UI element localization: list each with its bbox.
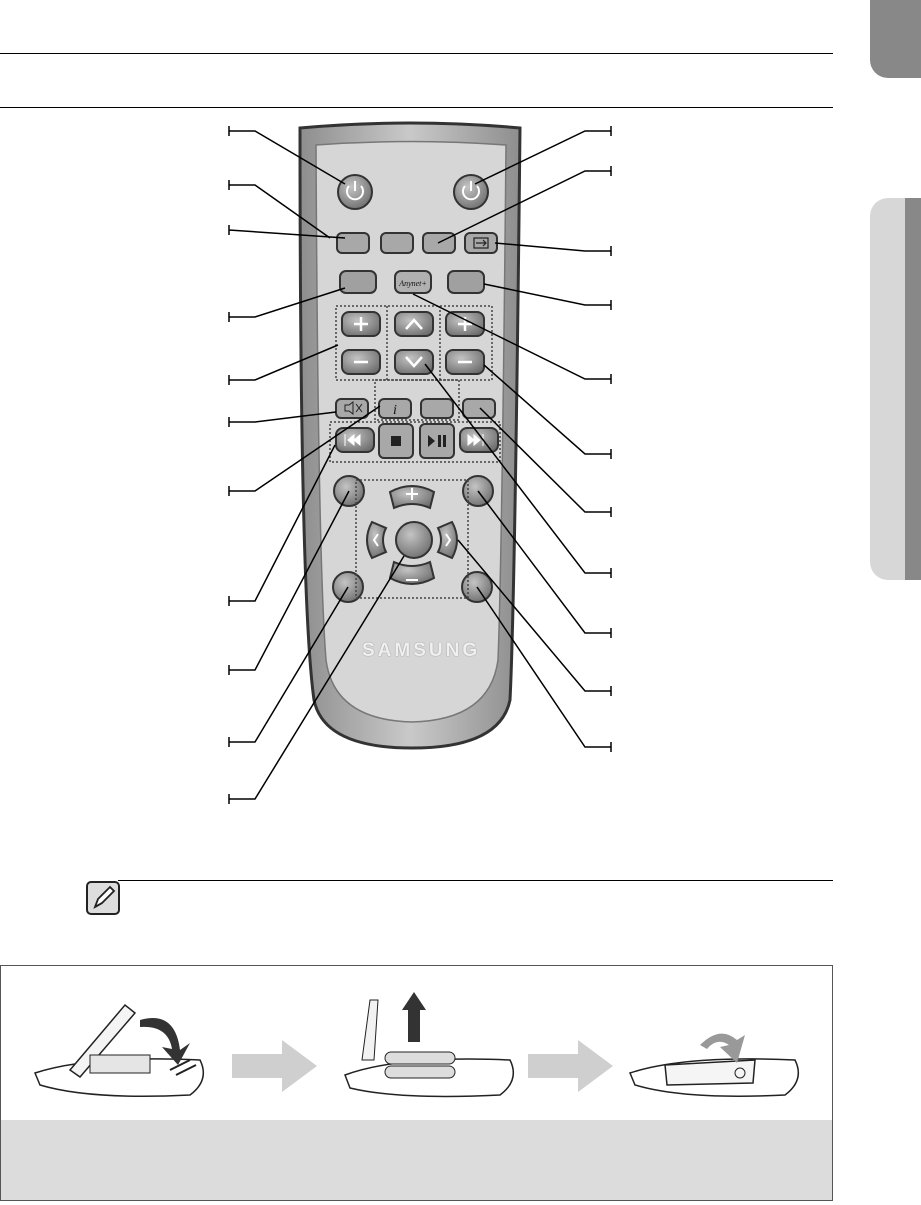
dpad-center-button: [396, 522, 432, 558]
mute-button: [336, 399, 368, 418]
volume-up-button: [342, 312, 380, 336]
func-small-button-1: [421, 399, 453, 418]
note-icon: [86, 881, 120, 915]
mode-button-2: [381, 233, 413, 253]
tuning-up-button: [395, 312, 433, 336]
svg-text:Anynet+: Anynet+: [399, 279, 427, 288]
tuning-down-button: [395, 350, 433, 374]
mode-button-1: [337, 233, 369, 253]
volume-down-button: [342, 350, 380, 374]
woofer-down-button: [446, 350, 484, 374]
note-rule: [118, 880, 833, 881]
step-arrow-1: [232, 1040, 317, 1092]
battery-caption-band: [1, 1120, 832, 1200]
stop-button: [379, 424, 413, 458]
power-button-left: [338, 175, 372, 209]
battery-step-3-image: [625, 985, 805, 1105]
dpad-left-button: [367, 522, 386, 558]
func-small-button-2: [463, 399, 495, 418]
woofer-up-button: [446, 312, 484, 336]
dpad-right-button: [438, 522, 457, 558]
func-button-right: [448, 271, 484, 293]
play-pause-button: [420, 424, 454, 458]
battery-step-2-image: [340, 980, 520, 1105]
battery-step-1-image: [30, 985, 210, 1105]
brand-logo: SAMSUNG: [362, 640, 481, 661]
svg-text:i: i: [393, 403, 397, 418]
func-button-left: [340, 271, 376, 293]
skip-forward-button: [460, 428, 498, 452]
step-arrow-2: [528, 1040, 613, 1092]
